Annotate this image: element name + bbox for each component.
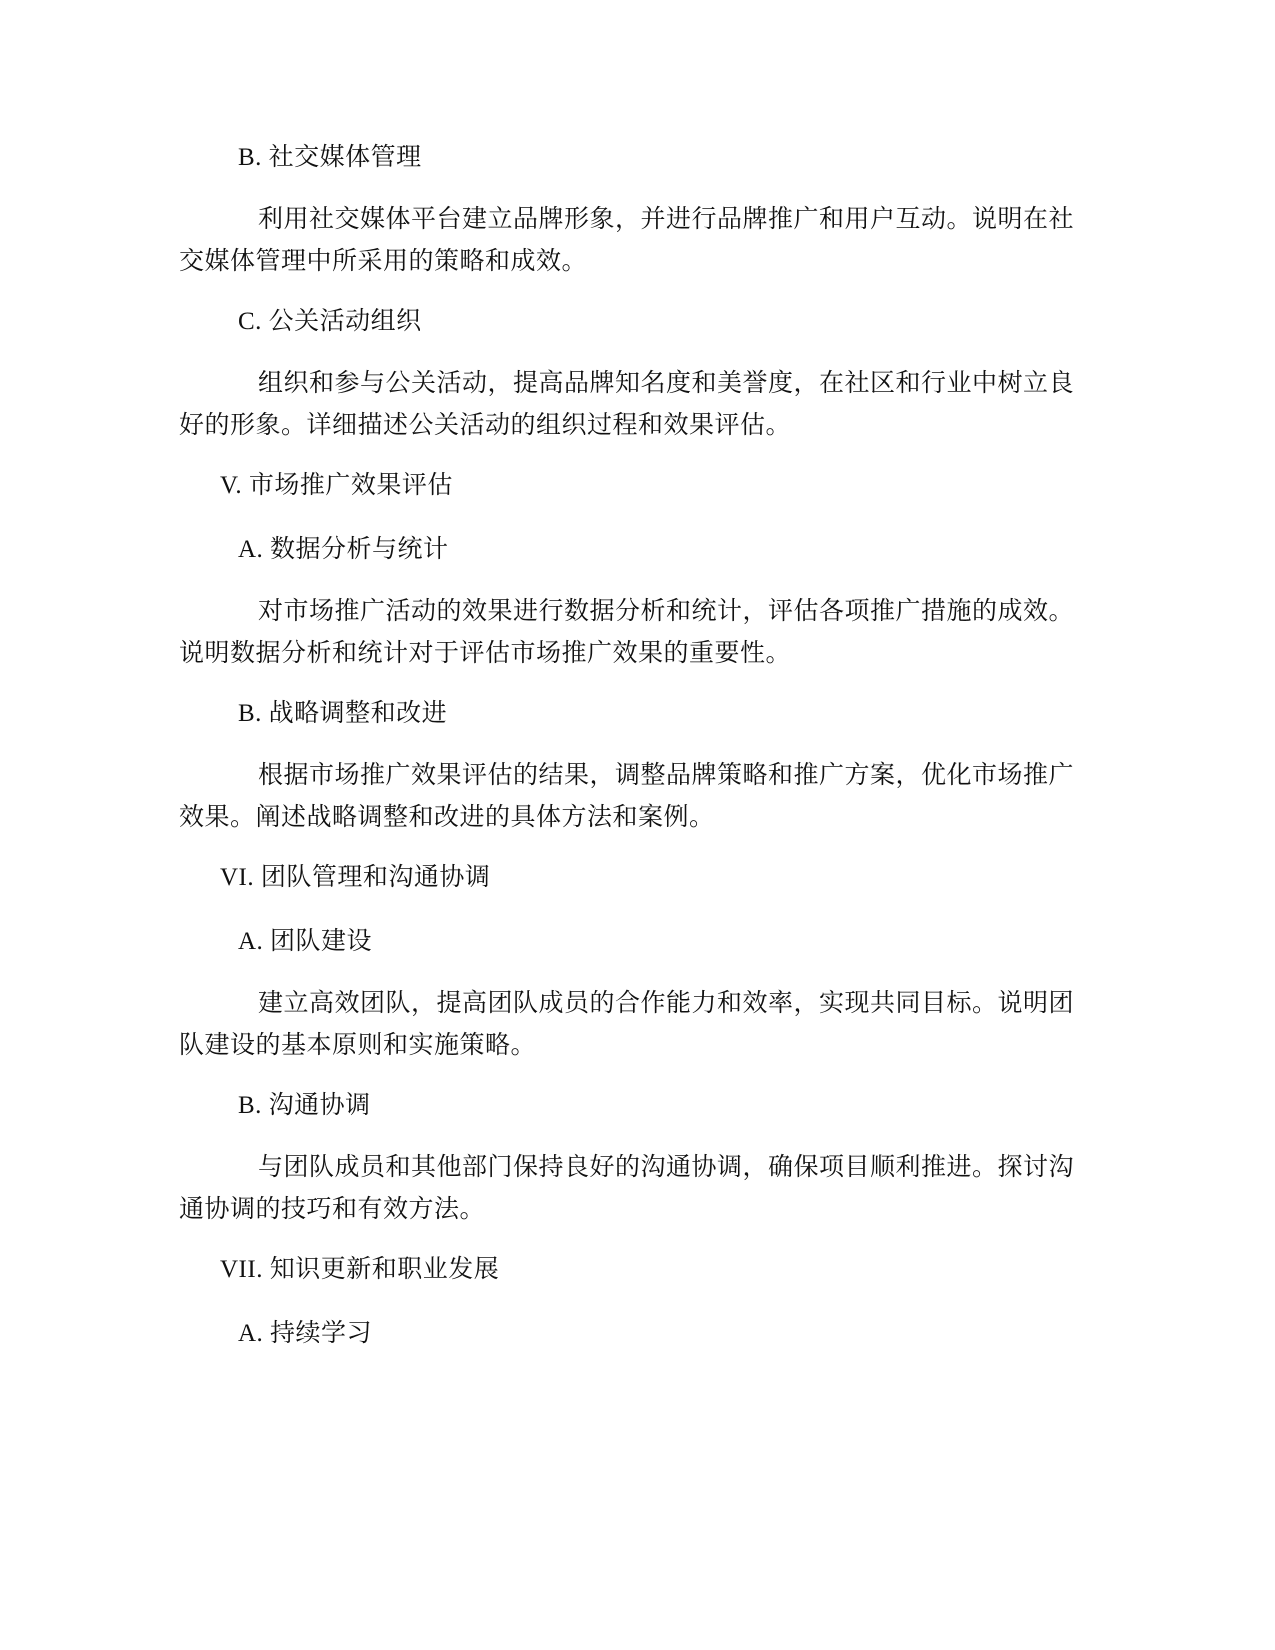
subheading-social-media: B. 社交媒体管理 xyxy=(238,144,422,171)
subheading-data-analysis: A. 数据分析与统计 xyxy=(238,536,449,563)
paragraph-data-analysis-line-2: 说明数据分析和统计对于评估市场推广效果的重要性。 xyxy=(179,640,792,667)
paragraph-team-building-line-2: 队建设的基本原则和实施策略。 xyxy=(179,1032,537,1059)
subheading-continuous-learning: A. 持续学习 xyxy=(238,1320,373,1347)
paragraph-social-media-line-2: 交媒体管理中所采用的策略和成效。 xyxy=(179,248,588,275)
heading-section-vi: VI. 团队管理和沟通协调 xyxy=(220,864,491,891)
heading-section-vii: VII. 知识更新和职业发展 xyxy=(220,1256,500,1283)
paragraph-pr-events-line-1: 组织和参与公关活动，提高品牌知名度和美誉度，在社区和行业中树立良 xyxy=(258,370,1075,397)
subheading-strategy-adjust: B. 战略调整和改进 xyxy=(238,700,448,727)
subheading-communication: B. 沟通协调 xyxy=(238,1092,371,1119)
paragraph-communication-line-1: 与团队成员和其他部门保持良好的沟通协调，确保项目顺利推进。探讨沟 xyxy=(258,1154,1075,1181)
paragraph-social-media-line-1: 利用社交媒体平台建立品牌形象，并进行品牌推广和用户互动。说明在社 xyxy=(258,206,1075,233)
subheading-team-building: A. 团队建设 xyxy=(238,928,373,955)
subheading-pr-events: C. 公关活动组织 xyxy=(238,308,422,335)
paragraph-data-analysis-line-1: 对市场推广活动的效果进行数据分析和统计，评估各项推广措施的成效。 xyxy=(258,598,1075,625)
paragraph-communication-line-2: 通协调的技巧和有效方法。 xyxy=(179,1196,486,1223)
heading-section-v: V. 市场推广效果评估 xyxy=(220,472,453,499)
paragraph-pr-events-line-2: 好的形象。详细描述公关活动的组织过程和效果评估。 xyxy=(179,412,792,439)
paragraph-strategy-adjust-line-1: 根据市场推广效果评估的结果，调整品牌策略和推广方案，优化市场推广 xyxy=(258,762,1075,789)
paragraph-team-building-line-1: 建立高效团队，提高团队成员的合作能力和效率，实现共同目标。说明团 xyxy=(258,990,1075,1017)
paragraph-strategy-adjust-line-2: 效果。阐述战略调整和改进的具体方法和案例。 xyxy=(179,804,715,831)
